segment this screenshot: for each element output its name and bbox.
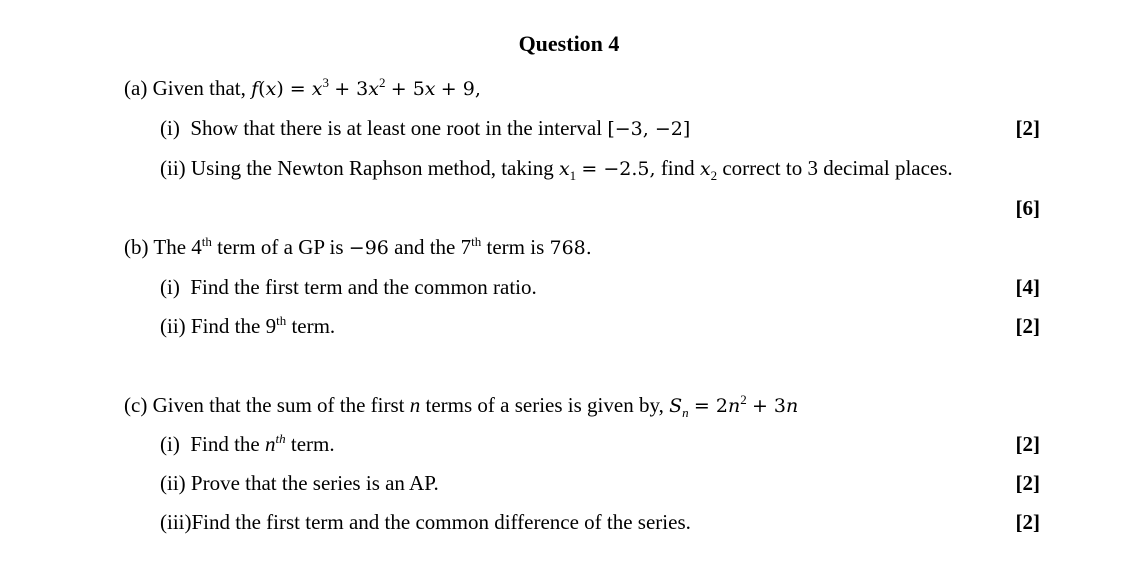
marks-c-i: [2]	[1015, 432, 1040, 456]
item-text: Find the first term and the common difference of the series.	[191, 510, 691, 534]
var-x2: x	[699, 158, 711, 180]
item-text-1: Find the	[190, 432, 260, 456]
item-label: (i)	[160, 275, 180, 299]
item-text: Show that there is at least one root in the interval	[190, 116, 603, 140]
var-x1: x	[558, 158, 570, 180]
sub-1: 1	[569, 168, 577, 184]
part-c-text-2: terms of a series is given by,	[425, 393, 664, 417]
item-text-2: term.	[290, 432, 335, 456]
item-text-2: term.	[291, 314, 336, 338]
marks-b-ii: [2]	[1015, 314, 1040, 338]
eq-2: = 2	[693, 395, 728, 417]
item-label: (iii)	[160, 510, 192, 534]
eq-value: = −2.5,	[581, 158, 656, 180]
part-c-item-iii	[160, 510, 691, 534]
expr-x-3: x	[424, 78, 436, 100]
value-1: −96	[348, 237, 389, 259]
expr-plus-1: + 3	[334, 78, 369, 100]
sup-th: th	[276, 313, 287, 328]
var-n: n	[265, 432, 276, 456]
power-2: 2	[378, 75, 386, 90]
marks-c-iii: [2]	[1015, 510, 1040, 534]
part-b-item-ii	[160, 314, 335, 338]
var-n: n	[409, 393, 421, 417]
var-S: S	[669, 395, 683, 417]
part-c-item-ii	[160, 471, 439, 495]
part-b-intro	[124, 235, 592, 260]
expr-x-2: x	[368, 78, 379, 100]
item-text: Prove that the series is an AP.	[190, 471, 439, 495]
sup-th: th	[275, 431, 286, 446]
item-label: (ii)	[160, 156, 186, 180]
plus-3: + 3	[751, 395, 787, 417]
marks-a-i: [2]	[1015, 116, 1040, 140]
item-text-1: Find the 9	[190, 314, 277, 338]
part-b-text-4: term is	[486, 235, 545, 259]
item-label: (i)	[160, 116, 180, 140]
part-b-item-i	[160, 275, 537, 299]
function-name: f	[251, 78, 259, 100]
function-var: x	[265, 78, 277, 100]
part-c-item-i	[160, 432, 335, 456]
part-b-text-2: term of a GP is	[217, 235, 344, 259]
item-label: (ii)	[160, 471, 186, 495]
expr-x-1: x	[311, 78, 323, 100]
item-text-3: correct to 3 decimal places.	[722, 156, 953, 180]
item-label: (i)	[160, 432, 180, 456]
part-b-label: (b)	[124, 235, 149, 259]
part-a-item-ii	[160, 156, 953, 184]
part-a-intro-text: Given that,	[152, 76, 246, 100]
power-3: 3	[322, 75, 329, 90]
part-c-label: (c)	[124, 393, 148, 417]
marks-b-i: [4]	[1015, 275, 1040, 299]
part-c-text-1: Given that the sum of the first	[152, 393, 405, 417]
sub-2: 2	[710, 168, 718, 184]
question-title: Question 4	[518, 31, 620, 56]
sup-th-1: th	[201, 234, 212, 249]
part-c-intro	[124, 392, 799, 421]
sub-n: n	[682, 405, 689, 421]
part-b-text-1: The 4	[153, 235, 202, 259]
var-n-3: n	[786, 395, 799, 417]
marks-c-ii: [2]	[1015, 471, 1040, 495]
value-2: 768.	[549, 237, 592, 259]
part-b-text-3: and the 7	[394, 235, 472, 259]
item-text-2: find	[660, 156, 695, 180]
item-text: Find the first term and the common ratio.	[190, 275, 537, 299]
part-a-item-i	[160, 116, 690, 141]
expr-plus-3: + 9,	[440, 78, 481, 100]
item-text-1: Using the Newton Raphson method, taking	[190, 156, 554, 180]
item-label: (ii)	[160, 314, 186, 338]
power-2: 2	[740, 392, 747, 407]
var-n-2: n	[727, 395, 741, 417]
part-a-label: (a)	[124, 76, 148, 100]
interval: [−3, −2]	[607, 118, 691, 140]
part-a-intro: (a) Given that, $f(x) = x^3 + 3x^2 + 5x + 9$,	[124, 75, 481, 100]
marks-a-ii: [6]	[1015, 196, 1040, 220]
sup-th-2: th	[471, 234, 482, 249]
expr-plus-2: + 5	[390, 78, 425, 100]
